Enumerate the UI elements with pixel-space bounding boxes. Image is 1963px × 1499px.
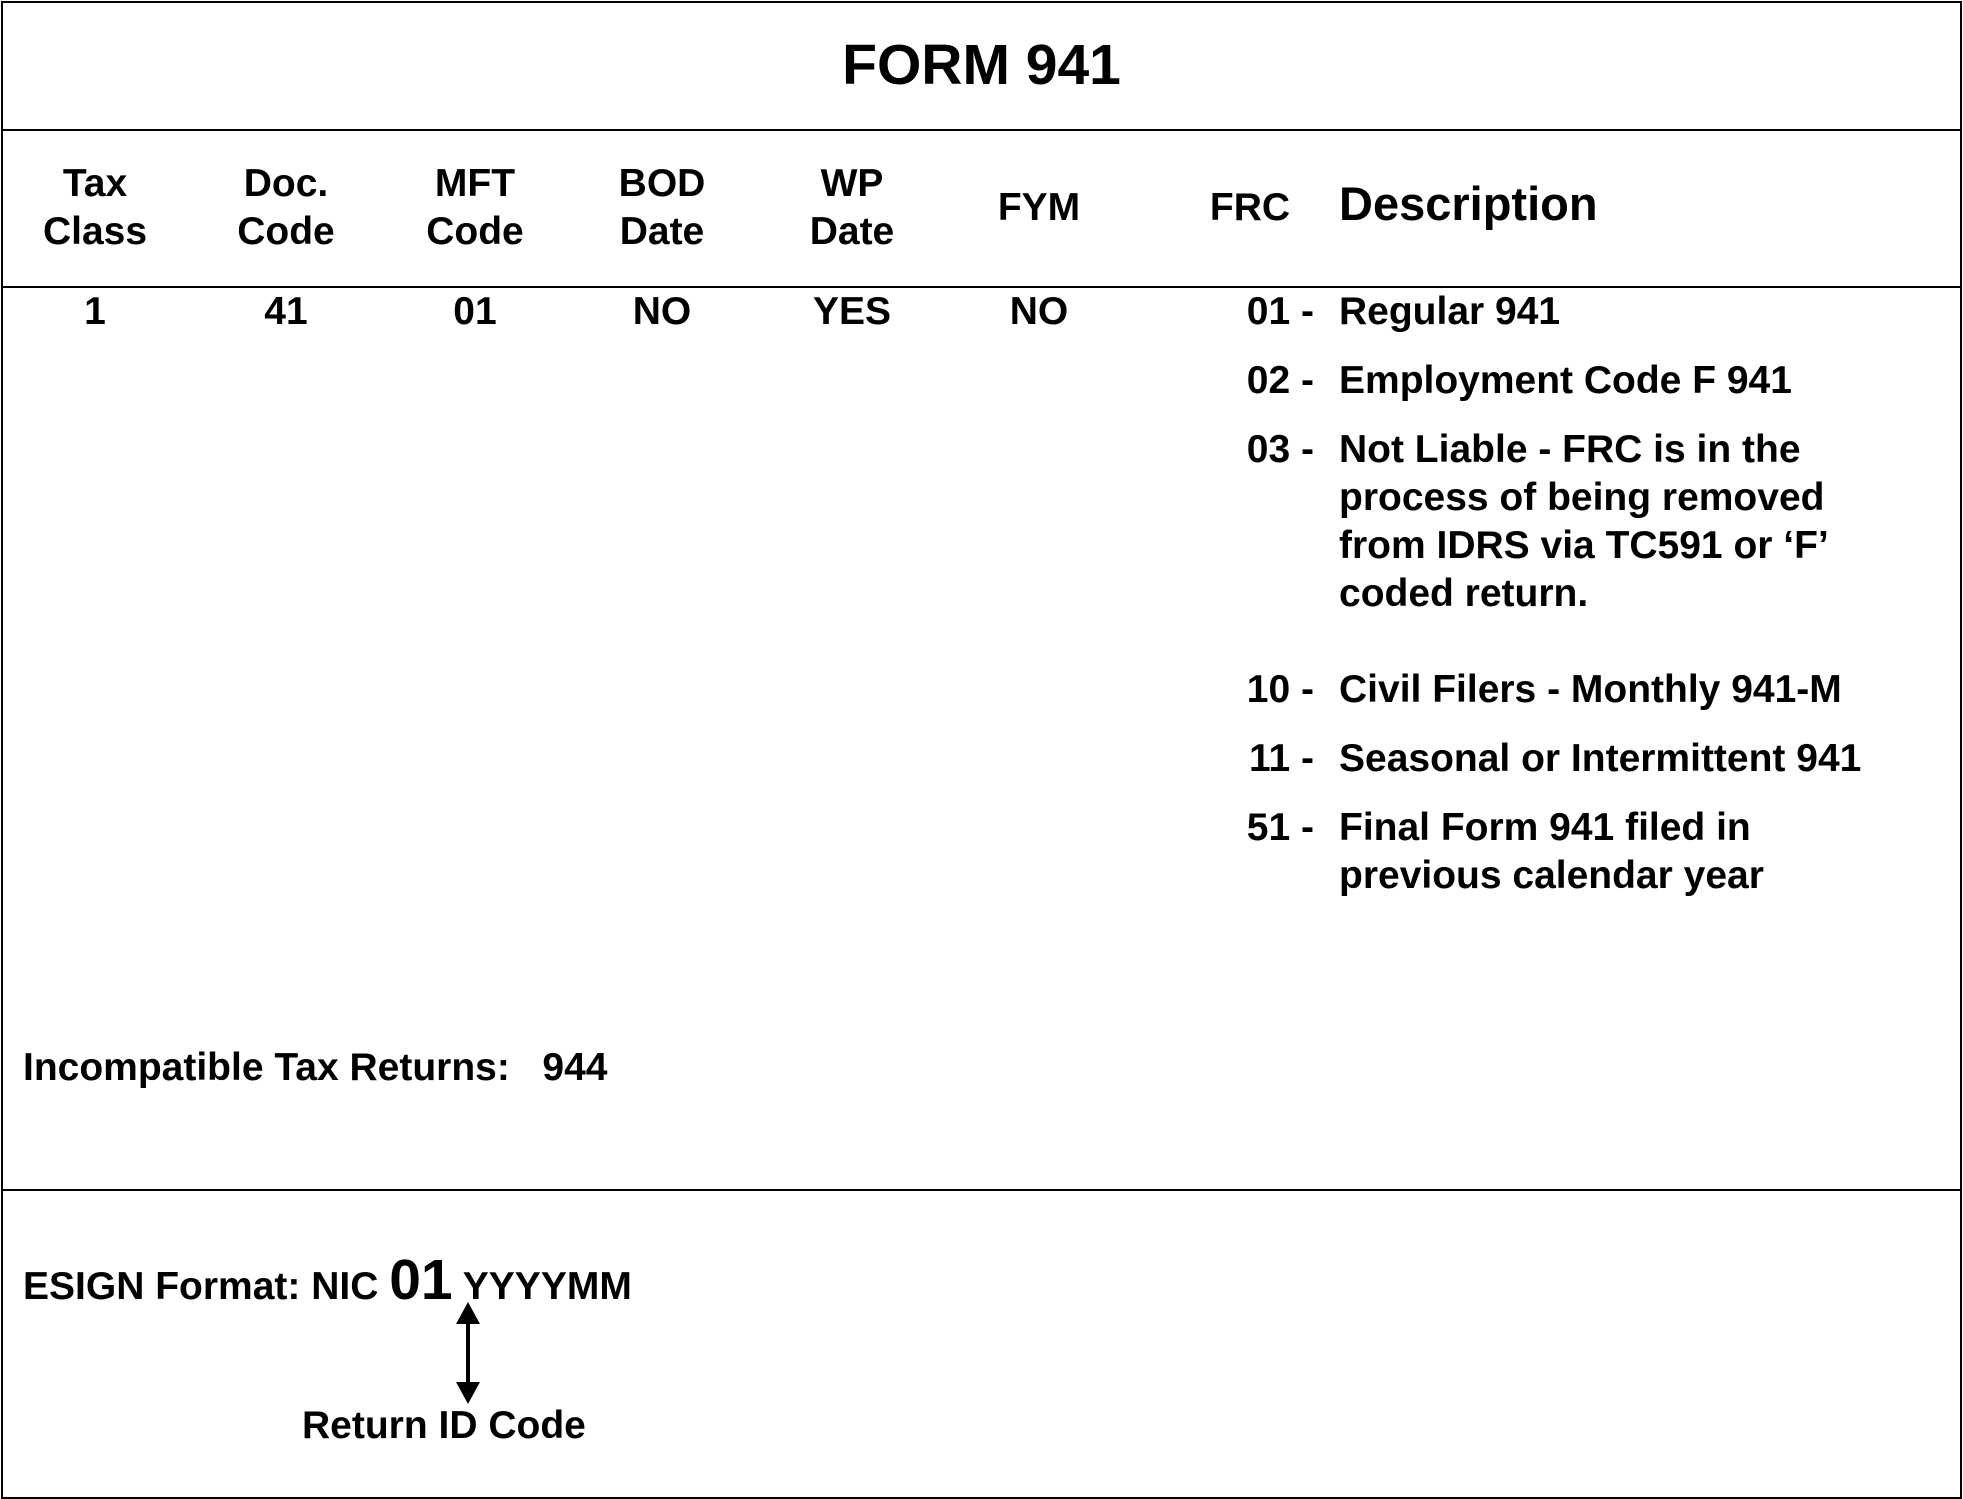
frc-description <box>1339 804 1899 900</box>
frc-description-line: coded return. <box>1339 572 1589 615</box>
incompatible-label: Incompatible Tax Returns: <box>23 1046 510 1089</box>
header-wp-date-line1: WP <box>820 162 884 205</box>
header-mft-code-line1: MFT <box>434 162 516 205</box>
frc-description <box>1339 357 1899 405</box>
value-fym: NO <box>1009 290 1069 333</box>
header-fym: FYM <box>997 186 1081 229</box>
frc-description-line: from IDRS via TC591 or ‘F’ <box>1339 524 1829 567</box>
value-tax-class: 1 <box>84 290 106 333</box>
header-doc-code-line1: Doc. <box>243 162 329 205</box>
frc-description <box>1339 288 1899 336</box>
frc-description <box>1339 666 1899 714</box>
frc-description-line: Regular 941 <box>1339 290 1561 333</box>
header-wp-date <box>762 160 942 256</box>
return-id-code-label: Return ID Code <box>302 1404 586 1447</box>
frc-description-line: Civil Filers - Monthly 941-M <box>1339 668 1842 711</box>
incompatible-returns <box>23 1044 607 1092</box>
header-description: Description <box>1339 177 1598 230</box>
header-doc-code-line2: Code <box>237 210 335 253</box>
esign-prefix: NIC <box>311 1265 379 1308</box>
header-tax-class-line2: Class <box>42 210 148 253</box>
header-wp-date-line2: Date <box>809 210 895 253</box>
frc-description-line: process of being removed <box>1339 476 1825 519</box>
frc-description-line: Employment Code F 941 <box>1339 359 1792 402</box>
frc-description <box>1339 426 1899 618</box>
esign-format <box>23 1240 632 1327</box>
incompatible-value: 944 <box>542 1046 608 1089</box>
header-tax-class-line1: Tax <box>62 162 128 205</box>
header-mft-code-line2: Code <box>426 210 524 253</box>
frc-description-line: Final Form 941 filed in <box>1339 806 1751 849</box>
frc-code: 01 - <box>1246 290 1314 333</box>
title-divider <box>3 129 1960 131</box>
header-bod-date-line2: Date <box>619 210 705 253</box>
header-frc: FRC <box>1209 186 1291 229</box>
frc-description-line: previous calendar year <box>1339 854 1764 897</box>
frc-description-line: Not Liable - FRC is in the <box>1339 428 1801 471</box>
esign-code: 01 <box>389 1248 453 1312</box>
value-bod-date: NO <box>632 290 692 333</box>
header-bod-date-line1: BOD <box>618 162 706 205</box>
frc-description <box>1339 735 1899 783</box>
frc-code: 11 - <box>1248 737 1314 780</box>
frc-code: 03 - <box>1246 428 1314 471</box>
frc-code: 51 - <box>1246 806 1314 849</box>
header-mft-code <box>385 160 565 256</box>
value-wp-date: YES <box>812 290 892 333</box>
header-bod-date <box>572 160 752 256</box>
header-tax-class <box>5 160 185 256</box>
double-arrow-icon <box>448 1302 488 1404</box>
esign-suffix: YYYYMM <box>462 1265 632 1308</box>
footer-divider <box>3 1189 1960 1191</box>
esign-label: ESIGN Format: <box>23 1265 301 1308</box>
frc-code: 10 - <box>1246 668 1314 711</box>
frc-code: 02 - <box>1246 359 1314 402</box>
form-title: FORM 941 <box>842 33 1121 97</box>
header-doc-code <box>196 160 376 256</box>
value-mft-code: 01 <box>453 290 497 333</box>
frc-description-line: Seasonal or Intermittent 941 <box>1339 737 1862 780</box>
value-doc-code: 41 <box>264 290 308 333</box>
